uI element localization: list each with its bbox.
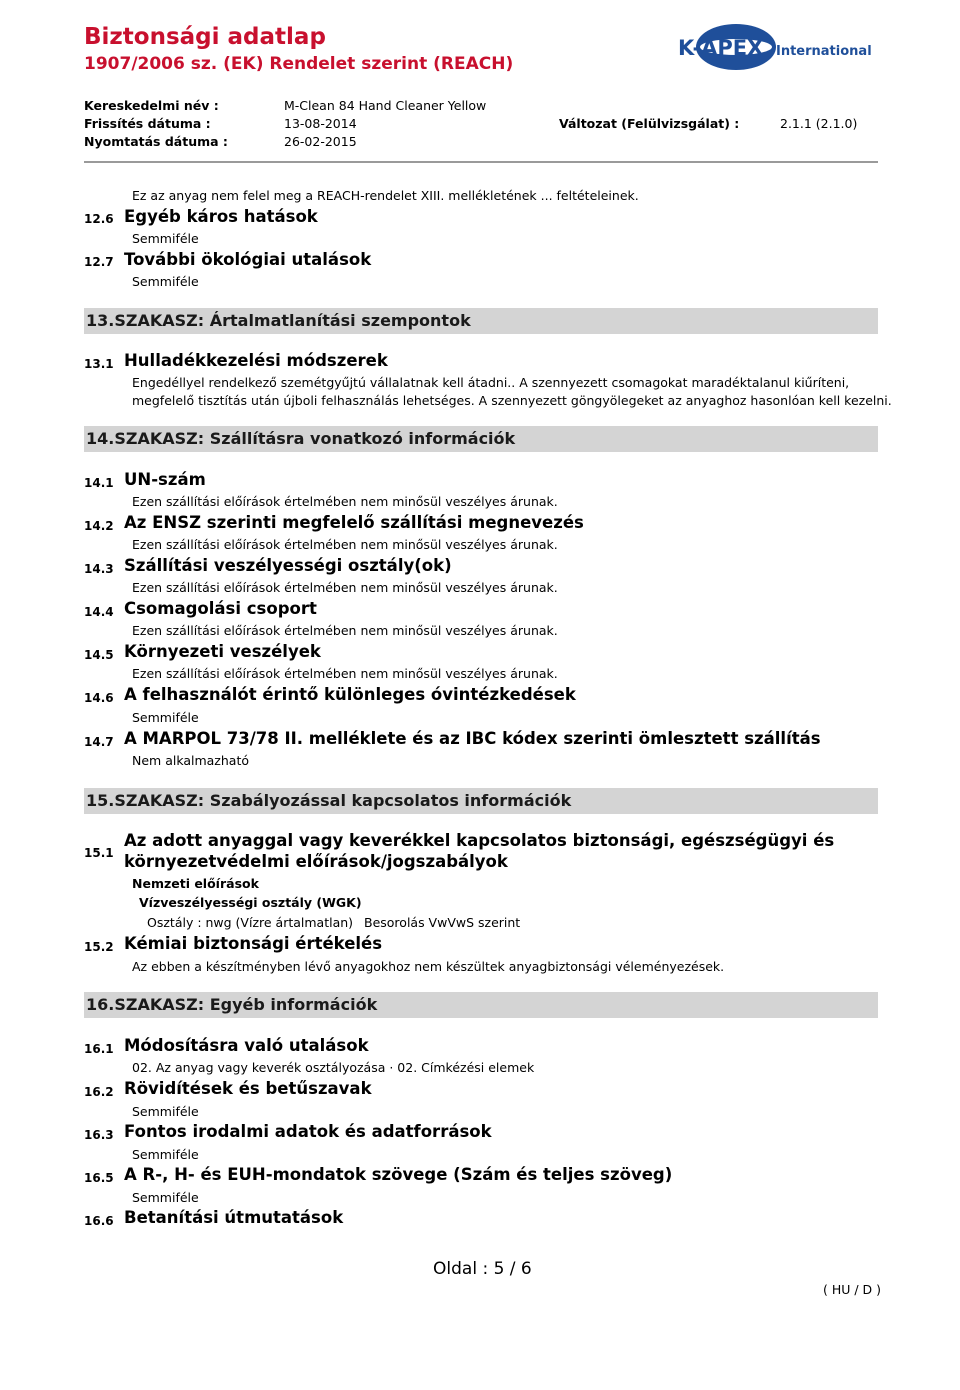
subsection-text: Engedéllyel rendelkező szemétgyűjtú vállalatnak kell átadni.. A szennyezett csomagokat maradéktalanul kiűríteni,: [132, 375, 850, 390]
subsection-text: Semmiféle: [132, 1190, 199, 1205]
trade-name-label: Kereskedelmi név :: [84, 98, 219, 113]
trade-name-value: M-Clean 84 Hand Cleaner Yellow: [284, 98, 487, 113]
subsection-number: 16.3: [84, 1128, 114, 1142]
subsection-title: A felhasználót érintő különleges óvintézkedések: [124, 685, 576, 704]
language-code: ( HU / D ): [823, 1282, 882, 1297]
subsection-text: Ezen szállítási előírások értelmében nem minősül veszélyes árunak.: [132, 580, 558, 595]
subsection-number: 13.1: [84, 357, 114, 371]
subsection-text: Nem alkalmazható: [132, 753, 250, 768]
subsection-title: Fontos irodalmi adatok és adatforrások: [124, 1122, 492, 1141]
subsection-title: Kémiai biztonsági értékelés: [124, 934, 383, 953]
subsection-number: 16.5: [84, 1171, 114, 1185]
wgk-title: Vízveszélyességi osztály (WGK): [139, 895, 362, 910]
subsection-text: megfelelő tisztítás után újboli felhasználás lehetséges. A szennyezett göngyölegeket az anyaghoz hasonlóan kell kezelni.: [132, 393, 892, 408]
revision-date-label: Frissítés dátuma :: [84, 116, 211, 131]
subsection-title: A MARPOL 73/78 II. melléklete és az IBC kódex szerinti ömlesztett szállítás: [124, 729, 821, 748]
subsection-number: 14.1: [84, 476, 114, 490]
subsection-text: Semmiféle: [132, 1147, 199, 1162]
subsection-title: UN-szám: [124, 470, 206, 489]
subsection-number: 14.3: [84, 562, 114, 576]
subsection-number: 14.5: [84, 648, 114, 662]
subsection-title: Szállítási veszélyességi osztály(ok): [124, 556, 452, 575]
subsection-title: Betanítási útmutatások: [124, 1208, 344, 1227]
subsection-title: Az adott anyaggal vagy keverékkel kapcsolatos biztonsági, egészségügyi és: [124, 831, 835, 850]
section-14-header: 14.SZAKASZ: Szállításra vonatkozó információk: [84, 426, 878, 452]
subsection-text: Ezen szállítási előírások értelmében nem minősül veszélyes árunak.: [132, 666, 558, 681]
subsection-title: Csomagolási csoport: [124, 599, 317, 618]
subsection-text: Semmiféle: [132, 231, 199, 246]
subsection-text: Semmiféle: [132, 710, 199, 725]
subsection-title: A R-, H- és EUH-mondatok szövege (Szám és teljes szöveg): [124, 1165, 673, 1184]
subsection-number: 15.1: [84, 846, 114, 860]
national-regulations-label: Nemzeti előírások: [132, 876, 259, 891]
subsection-text: 02. Az anyag vagy keverék osztályozása · 02. Címkézési elemek: [132, 1060, 535, 1075]
subsection-title: További ökológiai utalások: [124, 250, 372, 269]
subsection-title: Az ENSZ szerinti megfelelő szállítási megnevezés: [124, 513, 584, 532]
subsection-number: 14.2: [84, 519, 114, 533]
subsection-text: Semmiféle: [132, 274, 199, 289]
subsection-text: Ezen szállítási előírások értelmében nem minősül veszélyes árunak.: [132, 494, 558, 509]
section-15-header: 15.SZAKASZ: Szabályozással kapcsolatos információk: [84, 788, 878, 814]
subsection-text: Ezen szállítási előírások értelmében nem minősül veszélyes árunak.: [132, 537, 558, 552]
subsection-title: Rövidítések és betűszavak: [124, 1079, 372, 1098]
subsection-text: Ezen szállítási előírások értelmében nem minősül veszélyes árunak.: [132, 623, 558, 638]
company-logo: [676, 20, 880, 74]
subsection-title: Egyéb káros hatások: [124, 207, 318, 226]
subsection-number: 16.1: [84, 1042, 114, 1056]
subsection-number: 12.7: [84, 255, 114, 269]
subsection-number: 14.6: [84, 691, 114, 705]
print-date-label: Nyomtatás dátuma :: [84, 134, 228, 149]
subsection-title: Módosításra való utalások: [124, 1036, 369, 1055]
subsection-title: Környezeti veszélyek: [124, 642, 321, 661]
wgk-class: Osztály : nwg (Vízre ártalmatlan): [147, 915, 354, 930]
section-13-header: 13.SZAKASZ: Ártalmatlanítási szempontok: [84, 308, 878, 334]
subsection-number: 16.6: [84, 1214, 114, 1228]
regulation-subtitle: 1907/2006 sz. (EK) Rendelet szerint (REACH): [84, 54, 514, 74]
subsection-text: Az ebben a készítményben lévő anyagokhoz nem készültek anyagbiztonsági véleményezések.: [132, 959, 725, 974]
print-date-value: 26-02-2015: [284, 134, 357, 149]
subsection-text: Semmiféle: [132, 1104, 199, 1119]
page-number: Oldal : 5 / 6: [433, 1259, 532, 1279]
subsection-title: környezetvédelmi előírások/jogszabályok: [124, 852, 508, 871]
subsection-number: 14.7: [84, 735, 114, 749]
subsection-number: 12.6: [84, 212, 114, 226]
subsection-number: 14.4: [84, 605, 114, 619]
subsection-number: 16.2: [84, 1085, 114, 1099]
intro-text: Ez az anyag nem felel meg a REACH-rendelet XIII. mellékletének ... feltételeinek.: [132, 188, 639, 203]
section-16-header: 16.SZAKASZ: Egyéb információk: [84, 992, 878, 1018]
version-label: Változat (Felülvizsgálat) :: [559, 116, 740, 131]
logo-brand: K-APEX: [678, 36, 764, 60]
subsection-title: Hulladékkezelési módszerek: [124, 351, 388, 370]
document-title: Biztonsági adatlap: [84, 24, 326, 50]
subsection-number: 15.2: [84, 940, 114, 954]
k-apex-logo-icon: [676, 20, 880, 74]
header-divider: [84, 161, 878, 163]
wgk-classification: Besorolás VwVwS szerint: [364, 915, 521, 930]
version-value: 2.1.1 (2.1.0): [780, 116, 858, 131]
revision-date-value: 13-08-2014: [284, 116, 357, 131]
logo-suffix: International: [776, 44, 872, 59]
